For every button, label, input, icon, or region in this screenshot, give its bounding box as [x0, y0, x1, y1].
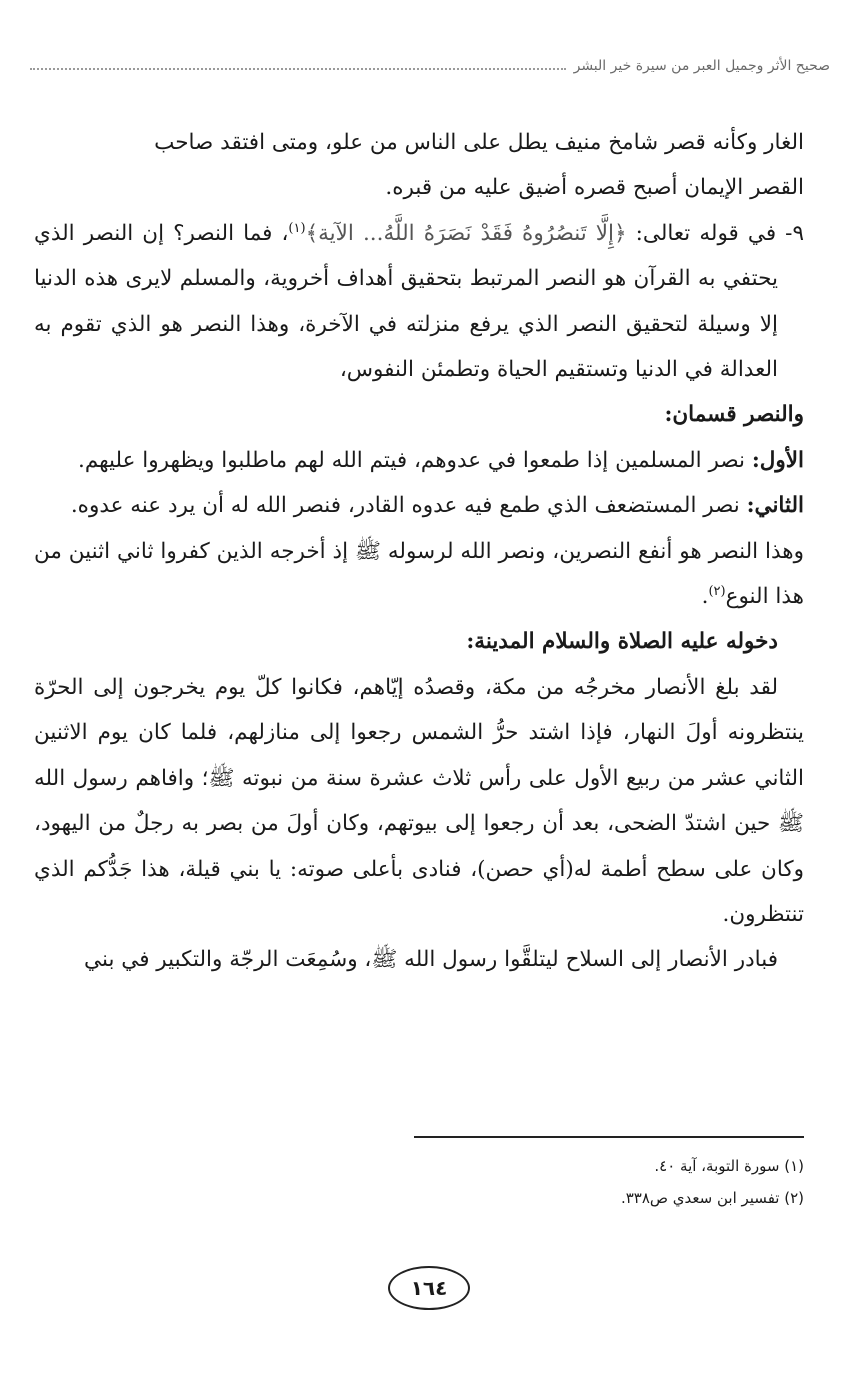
footnotes — [34, 1150, 804, 1214]
second-text: نصر المستضعف الذي طمع فيه عدوه القادر، فنصر الله له أن يرد عنه عدوه. — [70, 493, 740, 519]
footnote-ref-1: (١) — [288, 220, 306, 236]
header-dotted-rule — [30, 68, 566, 70]
first-term: الأول: — [751, 447, 804, 473]
paragraph: لقد بلغ الأنصار مخرجُه من مكة، وقصدُه إيّاهم، فكانوا كلّ يوم يخرجون إلى الحرّة ينتظرونه أولَ النهار، فإذا اشتد حرُّ الشمس رجعوا إلى منازلهم، فلما كان يوم الاثنين الثاني عشر من ربيع الأول على رأس ثلاث عشرة سنة من نبوته ﷺ؛ وافاهم رسول الله ﷺ حين اشتدّ الضحى، بعد أن رجعوا إلى بيوتهم، وكان أولَ من بصر به رجلٌ من اليهود، وكان على سطح أطمة له(أي حصن)، فنادى بأعلى صوته: يا بني قيلة، هذا جَدُّكم الذي تنتظرون. — [34, 674, 804, 927]
second-term: الثاني: — [746, 493, 804, 519]
footnote-separator — [414, 1136, 804, 1138]
page-number: ١٦٤ — [388, 1266, 470, 1310]
second-type — [34, 483, 804, 528]
conclusion-paragraph — [34, 529, 804, 620]
paragraph: فبادر الأنصار إلى السلاح ليتلقَّوا رسول الله ﷺ، وسُمِعَت الرجّة والتكبير في بني — [84, 947, 778, 973]
text-line: القصر الإيمان أصبح قصره أضيق عليه من قبره. — [385, 175, 804, 201]
running-title: صحيح الأثر وجميل العبر من سيرة خير البشر — [573, 58, 830, 74]
main-text — [34, 120, 804, 983]
types-heading: والنصر قسمان: — [664, 402, 804, 428]
item-9-text: ، فما النصر؟ إن النصر الذي يحتفي به القرآن هو النصر المرتبط بتحقيق أهداف أخروية، والمسلم لايرى هذه الدنيا إلا وسيلة لتحقيق النصر الذي يرفع منزلته في الآخرة، وهذا النصر هو الذي تقوم به العدالة في الدنيا وتستقيم الحياة وتطمئن النفوس، — [34, 220, 778, 383]
section-heading: دخوله عليه الصلاة والسلام المدينة: — [466, 629, 778, 655]
footnote-ref-2: (٢) — [708, 583, 726, 599]
conclusion-end: . — [701, 584, 709, 610]
conclusion-text: وهذا النصر هو أنفع النصرين، ونصر الله لرسوله ﷺ إذ أخرجه الذين كفروا ثاني اثنين من هذا النوع — [34, 538, 804, 610]
quran-verse: ﴿إِلَّا تَنصُرُوهُ فَقَدْ نَصَرَهُ اللَّهُ... الآية﴾ — [305, 220, 627, 246]
item-number-text: ٩- في قوله تعالى: — [635, 220, 804, 246]
footnote-1: (١) سورة التوبة، آية ٤٠. — [654, 1157, 804, 1175]
text-line: الغار وكأنه قصر شامخ منيف يطل على الناس من علو، ومتى افتقد صاحب — [154, 130, 804, 155]
first-text: نصر المسلمين إذا طمعوا في عدوهم، فيتم الله لهم ماطلبوا ويظهروا عليهم. — [77, 447, 745, 473]
footnote-2: (٢) تفسير ابن سعدي ص٣٣٨. — [620, 1189, 804, 1207]
numbered-item-9 — [34, 211, 804, 393]
first-type — [34, 438, 804, 483]
running-header — [30, 52, 830, 80]
